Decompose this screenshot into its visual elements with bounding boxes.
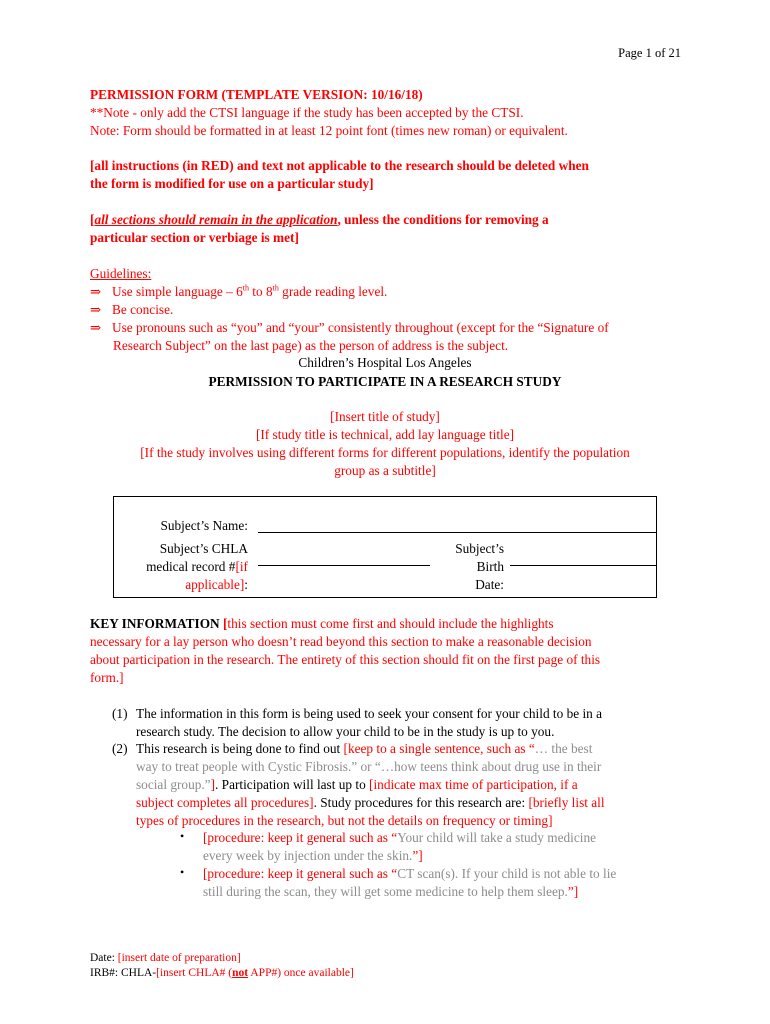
item-2-line-1: This research is being done to find out [keep to a single sentence, such as “… the best	[136, 741, 593, 756]
chla-label-3: applicable]:	[185, 577, 248, 592]
item-2-line-5: types of procedures in the research, but not the details on frequency or timing]	[136, 813, 553, 828]
key-info-line-4: form.]	[90, 670, 124, 685]
footer-irb: IRB#: CHLA-[insert CHLA# (not APP#) once available]	[90, 967, 354, 979]
birth-date-field[interactable]	[510, 565, 657, 566]
sections-line-2: particular section or verbiage is met]	[90, 230, 299, 245]
lay-title-placeholder: [If study title is technical, add lay language title]	[255, 427, 515, 442]
hospital-name: Children’s Hospital Los Angeles	[298, 355, 472, 370]
guideline-1: ⇒ Use simple language – 6th to 8th grade reading level.	[90, 283, 388, 299]
subtitle-placeholder-1: [If the study involves using different forms for different populations, identify the population	[140, 445, 630, 460]
guideline-3-cont: Research Subject” on the last page) as the person of address is the subject.	[113, 338, 509, 353]
guideline-2: ⇒ Be concise.	[90, 302, 174, 317]
guideline-3: ⇒ Use pronouns such as “you” and “your” consistently throughout (except for the “Signature of	[90, 320, 609, 335]
key-info-line-3: about participation in the research. The entirety of this section should fit on the first page of this	[90, 652, 601, 667]
subject-name-field[interactable]	[258, 532, 657, 533]
study-title-placeholder: [Insert title of study]	[330, 409, 440, 424]
subject-name-label: Subject’s Name:	[160, 518, 248, 533]
guidelines-heading: Guidelines:	[90, 266, 152, 281]
procedure-2-line-1: [procedure: keep it general such as “CT scan(s). If your child is not able to lie	[203, 866, 617, 881]
bullet-icon: •	[180, 829, 185, 843]
page-number: Page 1 of 21	[618, 46, 681, 60]
procedure-1-line-1: [procedure: keep it general such as “Your child will take a study medicine	[203, 830, 597, 845]
subtitle-placeholder-2: group as a subtitle]	[334, 463, 436, 478]
arrow-icon: ⇒	[90, 320, 102, 335]
item-2-number: (2)	[112, 741, 128, 756]
chla-label-2: medical record #[if	[146, 559, 248, 574]
sections-line-1: [all sections should remain in the application, unless the conditions for removing a	[90, 212, 549, 227]
birth-label-3: Date:	[475, 577, 504, 592]
key-info-line-2: necessary for a lay person who doesn’t read beyond this section to make a reasonable decision	[90, 634, 592, 649]
arrow-icon: ⇒	[90, 284, 102, 299]
footer-date: Date: [insert date of preparation]	[90, 952, 241, 964]
key-info-heading: KEY INFORMATION	[90, 616, 223, 631]
item-1-line-2: research study. The decision to allow your child to be in the study is up to you.	[136, 724, 555, 739]
form-title: PERMISSION TO PARTICIPATE IN A RESEARCH STUDY	[208, 374, 562, 389]
item-2-line-4: subject completes all procedures]. Study procedures for this research are: [briefly list all	[136, 795, 605, 810]
instructions-line-1: [all instructions (in RED) and text not applicable to the research should be deleted when	[90, 158, 589, 173]
arrow-icon: ⇒	[90, 302, 102, 317]
item-1-number: (1)	[112, 706, 128, 721]
font-note: Note: Form should be formatted in at least 12 point font (times new roman) or equivalent.	[90, 123, 568, 138]
birth-label-2: Birth	[476, 559, 504, 574]
key-info-line-1: KEY INFORMATION [this section must come first and should include the highlights	[90, 616, 554, 631]
procedure-1-line-2: every week by injection under the skin.”]	[203, 848, 423, 863]
procedure-2-line-2: still during the scan, they will get some medicine to help them sleep.”]	[203, 884, 579, 899]
ctsi-note: **Note - only add the CTSI language if the study has been accepted by the CTSI.	[90, 105, 524, 120]
item-2-line-2: way to treat people with Cystic Fibrosis.” or “…how teens think about drug use in their	[136, 759, 602, 774]
bullet-icon: •	[180, 865, 185, 879]
item-1-line-1: The information in this form is being used to seek your consent for your child to be in a	[136, 706, 603, 721]
instructions-line-2: the form is modified for use on a particular study]	[90, 176, 374, 191]
chla-label-1: Subject’s CHLA	[159, 541, 248, 556]
template-title: PERMISSION FORM (TEMPLATE VERSION: 10/16/18)	[90, 87, 423, 102]
item-2-line-3: social group.”]. Participation will last up to [indicate max time of participation, if a	[136, 777, 578, 792]
birth-label-1: Subject’s	[455, 541, 504, 556]
sections-emphasis: all sections should remain in the application	[94, 212, 338, 227]
